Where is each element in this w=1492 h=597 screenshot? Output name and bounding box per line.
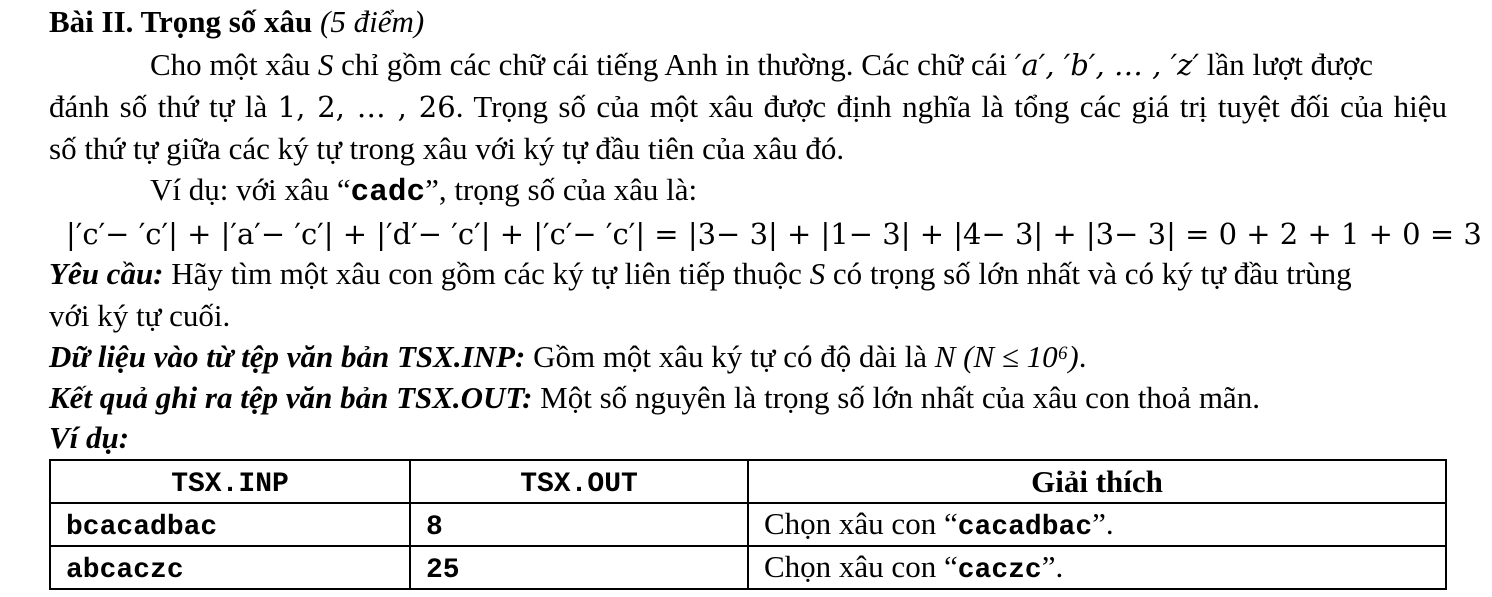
example-intro: [150, 172, 697, 211]
input-text: Gồm một xâu ký tự có độ dài là: [525, 339, 935, 374]
requirement-text: Hãy tìm một xâu con gồm các ký tự liên tiếp thuộc: [163, 256, 810, 291]
cell-out: [410, 546, 748, 589]
cell-out: [410, 503, 748, 546]
cell-text: Chọn xâu con “: [764, 506, 958, 541]
table-header-explanation: [748, 460, 1446, 503]
output-text: Một số nguyên là trọng số lớn nhất của xâu con thoả mãn.: [532, 380, 1260, 415]
output-label: Kết quả ghi ra tệp văn bản TSX.OUT:: [49, 380, 533, 415]
table-header-inp: [50, 460, 410, 503]
header-text: TSX.OUT: [520, 469, 638, 500]
header-text: Giải thích: [1031, 463, 1163, 499]
table-row: [50, 503, 1446, 546]
cell-inp: [50, 503, 410, 546]
cell-explanation: [748, 546, 1446, 589]
header-text: TSX.INP: [171, 469, 289, 500]
weight-formula: |′c′− ′c′| + |′a′− ′c′| + |′d′− ′c′| + |′c′− ′c′| = |3− 3| + |1− 3| + |4− 3| + |3− 3| = 0 + 2 + 1 + 0 = 3: [66, 217, 1482, 251]
cell-text: abcaczc: [66, 555, 184, 586]
letters-range: ′a′, ′b′, … , ′z′: [1014, 48, 1200, 82]
cell-text: 8: [426, 512, 443, 543]
cell-word: caczc: [957, 555, 1042, 586]
table-header-out: [410, 460, 748, 503]
cell-text: Chọn xâu con “: [764, 549, 958, 584]
examples-label: Ví dụ:: [49, 420, 130, 455]
intro-line-3: số thứ tự giữa các ký tự trong xâu với ký tự đầu tiên của xâu đó.: [49, 131, 845, 166]
cell-text: ”.: [1092, 506, 1114, 541]
input-spec: [49, 339, 1087, 375]
intro-line-2: [49, 89, 1447, 125]
intro-text: Cho một xâu: [150, 47, 318, 82]
input-label: Dữ liệu vào từ tệp văn bản TSX.INP:: [49, 339, 526, 374]
example-intro-text: ”, trọng số của xâu là:: [425, 172, 698, 207]
problem-heading: [49, 4, 424, 40]
intro-text: chỉ gồm các chữ cái tiếng Anh in thường. Các chữ cái: [333, 47, 1015, 82]
intro-text: đánh số thứ tự là: [49, 89, 278, 124]
intro-text: lần lượt được: [1199, 47, 1374, 82]
cell-explanation: [748, 503, 1446, 546]
requirement-line-1: [49, 256, 1352, 292]
problem-title: Bài II. Trọng số xâu: [49, 4, 313, 39]
var-s: S: [317, 47, 334, 82]
input-end: .: [1078, 339, 1087, 374]
var-s: S: [809, 256, 826, 291]
cell-text: ”.: [1041, 549, 1064, 584]
requirement-text: có trọng số lớn nhất và có ký tự đầu trùng: [825, 256, 1352, 291]
cell-inp: [50, 546, 410, 589]
cell-text: 25: [426, 555, 460, 586]
input-constraint: N (N ≤ 10⁶): [934, 339, 1079, 374]
example-table: [49, 459, 1447, 590]
requirement-line-2: với ký tự cuối.: [49, 298, 231, 333]
table-row: [50, 546, 1446, 589]
cell-word: cacadbac: [957, 512, 1093, 543]
intro-text: . Trọng số của một xâu được định nghĩa là tổng các giá trị tuyệt đối của hiệu: [455, 89, 1447, 124]
numbers-range: 1, 2, … , 26: [277, 90, 456, 124]
requirement-label: Yêu cầu:: [49, 256, 164, 291]
output-spec: [49, 380, 1260, 416]
example-word: cadc: [350, 175, 426, 210]
problem-points: (5 điểm): [320, 4, 425, 39]
cell-text: bcacadbac: [66, 512, 218, 543]
table-header-row: [50, 460, 1446, 503]
intro-line-1: [150, 47, 1447, 83]
example-intro-text: Ví dụ: với xâu “: [150, 172, 351, 207]
